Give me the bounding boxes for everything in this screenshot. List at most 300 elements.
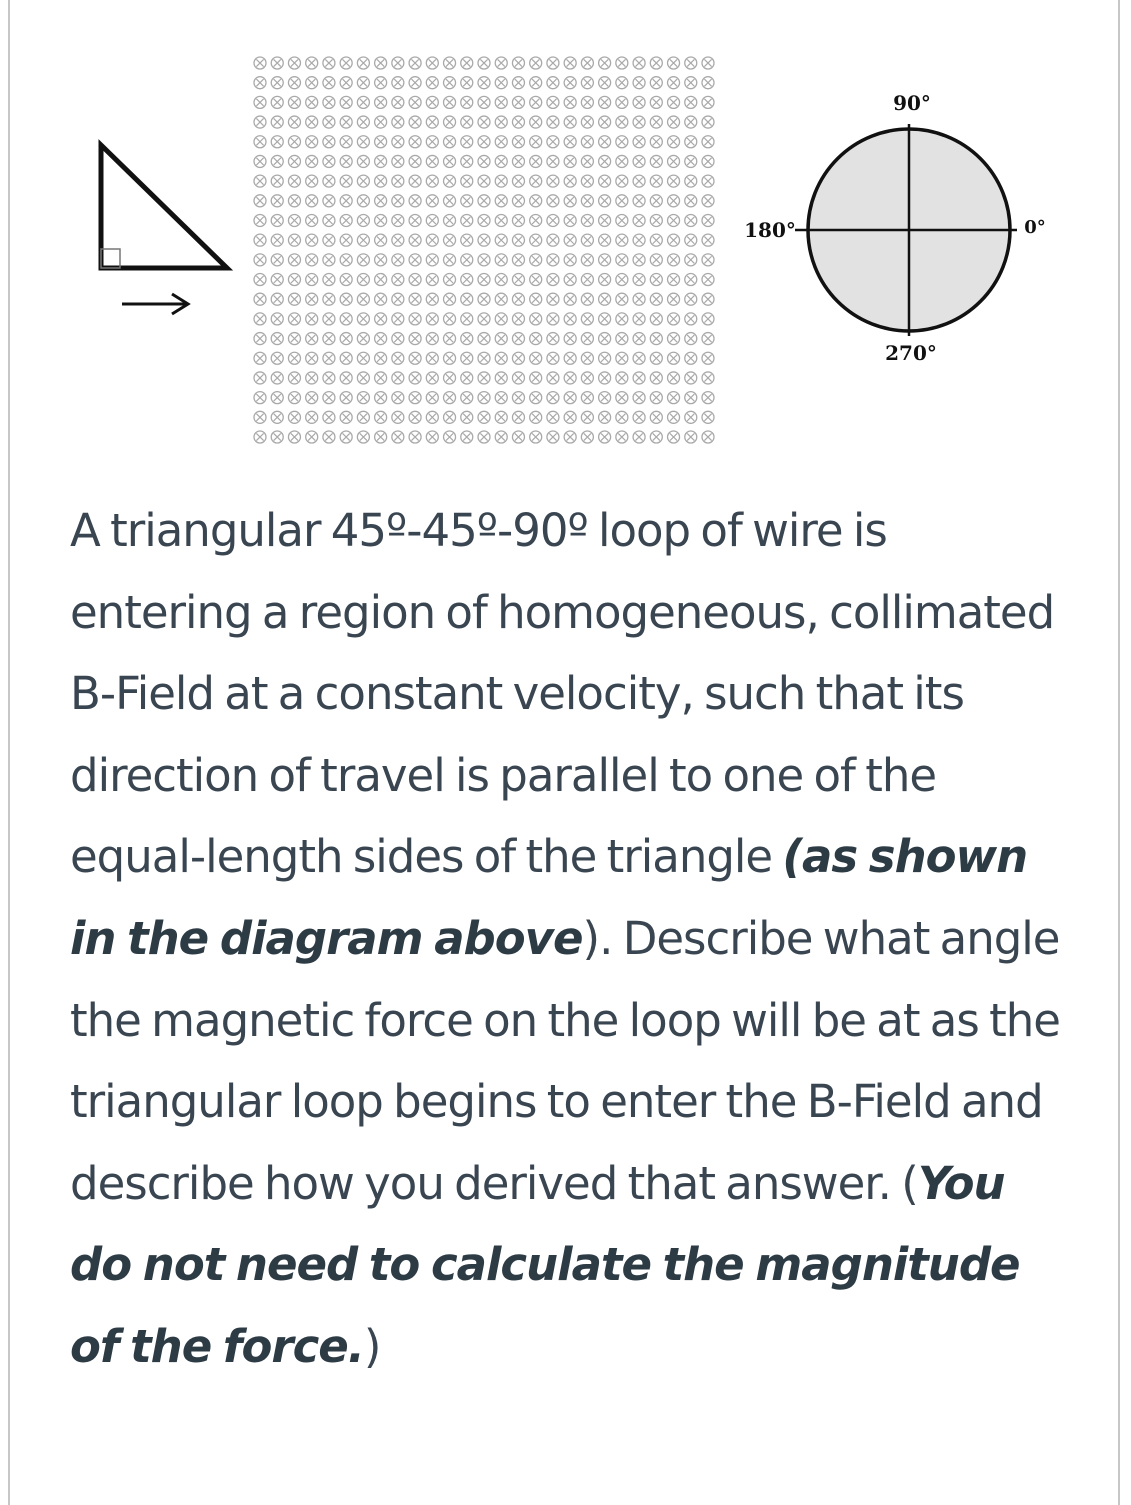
b-field-x-symbol xyxy=(357,96,369,108)
b-field-x-symbol xyxy=(306,431,318,443)
b-field-x-symbol xyxy=(323,333,335,345)
b-field-x-symbol xyxy=(650,274,662,286)
b-field-x-symbol xyxy=(547,175,559,187)
b-field-x-symbol xyxy=(306,274,318,286)
b-field-x-symbol xyxy=(306,214,318,226)
b-field-x-symbol xyxy=(530,333,542,345)
b-field-x-symbol xyxy=(444,293,456,305)
b-field-x-symbol xyxy=(288,155,300,167)
b-field-x-symbol xyxy=(616,136,628,148)
b-field-x-symbol xyxy=(444,195,456,207)
b-field-x-symbol xyxy=(650,392,662,404)
b-field-x-symbol xyxy=(702,392,714,404)
b-field-x-symbol xyxy=(444,313,456,325)
b-field-x-symbol xyxy=(357,116,369,128)
b-field-x-symbol xyxy=(392,352,404,364)
b-field-x-symbol xyxy=(409,313,421,325)
b-field-x-symbol xyxy=(616,274,628,286)
b-field-x-symbol xyxy=(685,116,697,128)
b-field-x-symbol xyxy=(599,234,611,246)
b-field-x-symbol xyxy=(512,293,524,305)
b-field-x-symbol xyxy=(616,214,628,226)
b-field-x-symbol xyxy=(616,116,628,128)
b-field-x-symbol xyxy=(650,431,662,443)
b-field-x-symbol xyxy=(702,333,714,345)
b-field-x-symbol xyxy=(633,136,645,148)
b-field-x-symbol xyxy=(357,274,369,286)
b-field-x-symbol xyxy=(426,175,438,187)
b-field-x-symbol xyxy=(495,214,507,226)
b-field-x-symbol xyxy=(616,175,628,187)
b-field-x-symbol xyxy=(685,274,697,286)
b-field-x-symbol xyxy=(564,175,576,187)
b-field-x-symbol xyxy=(702,155,714,167)
b-field-x-symbol xyxy=(581,372,593,384)
b-field-x-symbol xyxy=(668,392,680,404)
b-field-x-symbol xyxy=(668,372,680,384)
b-field-x-symbol xyxy=(564,136,576,148)
b-field-x-symbol xyxy=(685,431,697,443)
b-field-x-symbol xyxy=(254,431,266,443)
b-field-x-symbol xyxy=(271,195,283,207)
b-field-x-symbol xyxy=(306,392,318,404)
b-field-x-symbol xyxy=(581,96,593,108)
b-field-x-symbol xyxy=(375,431,387,443)
b-field-x-symbol xyxy=(340,77,352,89)
b-field-x-symbol xyxy=(409,274,421,286)
b-field-x-symbol xyxy=(375,214,387,226)
b-field-x-symbol xyxy=(616,333,628,345)
b-field-x-symbol xyxy=(564,411,576,423)
b-field-x-symbol xyxy=(254,392,266,404)
b-field-x-symbol xyxy=(495,96,507,108)
b-field-x-symbol xyxy=(633,195,645,207)
b-field-x-symbol xyxy=(495,155,507,167)
b-field-x-symbol xyxy=(340,234,352,246)
b-field-x-symbol xyxy=(599,431,611,443)
b-field-x-symbol xyxy=(426,155,438,167)
b-field-x-symbol xyxy=(375,116,387,128)
b-field-x-symbol xyxy=(340,57,352,69)
b-field-x-symbol xyxy=(444,77,456,89)
b-field-x-symbol xyxy=(599,293,611,305)
b-field-x-symbol xyxy=(564,234,576,246)
b-field-x-symbol xyxy=(323,57,335,69)
b-field-x-symbol xyxy=(288,116,300,128)
b-field-x-symbol xyxy=(271,431,283,443)
b-field-x-symbol xyxy=(685,195,697,207)
b-field-x-symbol xyxy=(512,352,524,364)
b-field-x-symbol xyxy=(375,77,387,89)
b-field-x-symbol xyxy=(702,195,714,207)
b-field-x-symbol xyxy=(461,274,473,286)
diagram-figure xyxy=(0,0,1131,470)
b-field-region xyxy=(254,57,714,443)
b-field-x-symbol xyxy=(375,313,387,325)
compass-label-top: 90° xyxy=(893,91,931,115)
b-field-x-symbol xyxy=(564,77,576,89)
b-field-x-symbol xyxy=(512,96,524,108)
b-field-x-symbol xyxy=(668,254,680,266)
b-field-x-symbol xyxy=(581,155,593,167)
b-field-x-symbol xyxy=(685,77,697,89)
b-field-x-symbol xyxy=(444,352,456,364)
b-field-x-symbol xyxy=(547,57,559,69)
b-field-x-symbol xyxy=(668,155,680,167)
b-field-x-symbol xyxy=(564,254,576,266)
b-field-x-symbol xyxy=(461,411,473,423)
b-field-x-symbol xyxy=(702,254,714,266)
b-field-x-symbol xyxy=(512,175,524,187)
b-field-x-symbol xyxy=(685,313,697,325)
b-field-x-symbol xyxy=(375,234,387,246)
b-field-x-symbol xyxy=(685,254,697,266)
b-field-x-symbol xyxy=(306,155,318,167)
b-field-x-symbol xyxy=(581,431,593,443)
b-field-x-symbol xyxy=(478,254,490,266)
b-field-x-symbol xyxy=(357,175,369,187)
b-field-x-symbol xyxy=(254,234,266,246)
b-field-x-symbol xyxy=(547,155,559,167)
b-field-x-symbol xyxy=(599,195,611,207)
b-field-x-symbol xyxy=(650,57,662,69)
b-field-x-symbol xyxy=(685,57,697,69)
b-field-x-symbol xyxy=(547,431,559,443)
b-field-x-symbol xyxy=(340,372,352,384)
b-field-x-symbol xyxy=(668,77,680,89)
b-field-x-symbol xyxy=(495,77,507,89)
b-field-x-symbol xyxy=(375,411,387,423)
b-field-x-symbol xyxy=(409,155,421,167)
b-field-x-symbol xyxy=(306,293,318,305)
b-field-x-symbol xyxy=(271,352,283,364)
b-field-x-symbol xyxy=(512,254,524,266)
b-field-x-symbol xyxy=(340,431,352,443)
b-field-x-symbol xyxy=(461,155,473,167)
b-field-x-symbol xyxy=(357,57,369,69)
b-field-x-symbol xyxy=(581,234,593,246)
b-field-x-symbol xyxy=(702,214,714,226)
b-field-x-symbol xyxy=(409,431,421,443)
b-field-x-symbol xyxy=(254,57,266,69)
b-field-x-symbol xyxy=(668,293,680,305)
b-field-x-symbol xyxy=(581,195,593,207)
b-field-x-symbol xyxy=(392,392,404,404)
b-field-x-symbol xyxy=(650,411,662,423)
b-field-x-symbol xyxy=(461,234,473,246)
b-field-x-symbol xyxy=(685,155,697,167)
b-field-x-symbol xyxy=(685,214,697,226)
b-field-x-symbol xyxy=(650,116,662,128)
b-field-x-symbol xyxy=(357,372,369,384)
b-field-x-symbol xyxy=(254,293,266,305)
b-field-x-symbol xyxy=(426,116,438,128)
b-field-x-symbol xyxy=(581,116,593,128)
b-field-x-symbol xyxy=(668,234,680,246)
b-field-x-symbol xyxy=(599,136,611,148)
b-field-x-symbol xyxy=(426,352,438,364)
b-field-x-symbol xyxy=(702,57,714,69)
b-field-x-symbol xyxy=(444,234,456,246)
b-field-x-symbol xyxy=(392,411,404,423)
b-field-x-symbol xyxy=(392,372,404,384)
b-field-x-symbol xyxy=(668,411,680,423)
b-field-x-symbol xyxy=(375,57,387,69)
b-field-x-symbol xyxy=(375,175,387,187)
b-field-x-symbol xyxy=(426,274,438,286)
b-field-x-symbol xyxy=(271,214,283,226)
b-field-x-symbol xyxy=(288,96,300,108)
b-field-x-symbol xyxy=(530,116,542,128)
b-field-x-symbol xyxy=(512,214,524,226)
b-field-x-symbol xyxy=(668,136,680,148)
b-field-x-symbol xyxy=(323,96,335,108)
b-field-x-symbol xyxy=(375,96,387,108)
b-field-x-symbol xyxy=(581,333,593,345)
b-field-x-symbol xyxy=(271,175,283,187)
b-field-x-symbol xyxy=(668,116,680,128)
b-field-x-symbol xyxy=(547,234,559,246)
b-field-x-symbol xyxy=(426,96,438,108)
b-field-x-symbol xyxy=(512,431,524,443)
b-field-x-symbol xyxy=(685,136,697,148)
b-field-x-symbol xyxy=(461,136,473,148)
question-part-2: ). Describe what angle the magnetic force on the loop will be at as the triangular loop begins to enter the B-Field and describe how you derived that answer. ( xyxy=(70,911,1060,1210)
b-field-x-symbol xyxy=(426,293,438,305)
b-field-x-symbol xyxy=(616,372,628,384)
b-field-x-symbol xyxy=(323,372,335,384)
b-field-x-symbol xyxy=(547,116,559,128)
angle-compass xyxy=(744,91,1046,365)
b-field-x-symbol xyxy=(495,313,507,325)
b-field-x-symbol xyxy=(357,431,369,443)
b-field-x-symbol xyxy=(599,155,611,167)
b-field-x-symbol xyxy=(288,352,300,364)
b-field-x-symbol xyxy=(306,195,318,207)
b-field-x-symbol xyxy=(512,333,524,345)
b-field-x-symbol xyxy=(633,175,645,187)
b-field-x-symbol xyxy=(461,57,473,69)
b-field-x-symbol xyxy=(461,175,473,187)
b-field-x-symbol xyxy=(633,352,645,364)
b-field-x-symbol xyxy=(547,313,559,325)
b-field-x-symbol xyxy=(650,214,662,226)
b-field-x-symbol xyxy=(702,116,714,128)
b-field-x-symbol xyxy=(702,372,714,384)
b-field-x-symbol xyxy=(288,333,300,345)
b-field-x-symbol xyxy=(461,214,473,226)
b-field-x-symbol xyxy=(633,77,645,89)
b-field-x-symbol xyxy=(323,392,335,404)
b-field-x-symbol xyxy=(547,96,559,108)
question-text xyxy=(70,490,1070,1388)
b-field-x-symbol xyxy=(357,234,369,246)
b-field-x-symbol xyxy=(616,352,628,364)
b-field-x-symbol xyxy=(392,274,404,286)
b-field-x-symbol xyxy=(340,155,352,167)
b-field-x-symbol xyxy=(409,195,421,207)
b-field-x-symbol xyxy=(409,372,421,384)
b-field-x-symbol xyxy=(599,57,611,69)
b-field-x-symbol xyxy=(512,411,524,423)
b-field-x-symbol xyxy=(685,333,697,345)
b-field-x-symbol xyxy=(444,214,456,226)
b-field-x-symbol xyxy=(616,313,628,325)
b-field-x-symbol xyxy=(340,175,352,187)
b-field-x-symbol xyxy=(288,372,300,384)
b-field-x-symbol xyxy=(633,155,645,167)
b-field-x-symbol xyxy=(271,372,283,384)
b-field-x-symbol xyxy=(357,293,369,305)
b-field-x-symbol xyxy=(668,195,680,207)
b-field-x-symbol xyxy=(271,293,283,305)
b-field-x-symbol xyxy=(357,155,369,167)
b-field-x-symbol xyxy=(616,195,628,207)
b-field-x-symbol xyxy=(254,352,266,364)
b-field-x-symbol xyxy=(444,155,456,167)
b-field-x-symbol xyxy=(271,155,283,167)
b-field-x-symbol xyxy=(530,431,542,443)
b-field-x-symbol xyxy=(392,254,404,266)
b-field-x-symbol xyxy=(564,293,576,305)
b-field-x-symbol xyxy=(685,234,697,246)
b-field-x-symbol xyxy=(323,274,335,286)
b-field-x-symbol xyxy=(547,77,559,89)
b-field-x-symbol xyxy=(547,392,559,404)
b-field-x-symbol xyxy=(547,214,559,226)
b-field-x-symbol xyxy=(409,254,421,266)
b-field-x-symbol xyxy=(271,392,283,404)
b-field-x-symbol xyxy=(668,96,680,108)
b-field-x-symbol xyxy=(599,333,611,345)
b-field-x-symbol xyxy=(426,214,438,226)
b-field-x-symbol xyxy=(340,254,352,266)
b-field-x-symbol xyxy=(702,293,714,305)
b-field-x-symbol xyxy=(633,333,645,345)
b-field-x-symbol xyxy=(564,372,576,384)
question-part-3: ) xyxy=(363,1319,381,1373)
b-field-x-symbol xyxy=(426,333,438,345)
b-field-x-symbol xyxy=(426,431,438,443)
b-field-x-symbol xyxy=(599,77,611,89)
b-field-x-symbol xyxy=(461,392,473,404)
b-field-x-symbol xyxy=(512,57,524,69)
b-field-x-symbol xyxy=(306,234,318,246)
b-field-x-symbol xyxy=(444,57,456,69)
b-field-x-symbol xyxy=(271,313,283,325)
b-field-x-symbol xyxy=(650,352,662,364)
b-field-x-symbol xyxy=(668,214,680,226)
b-field-x-symbol xyxy=(426,195,438,207)
b-field-x-symbol xyxy=(288,57,300,69)
b-field-x-symbol xyxy=(668,333,680,345)
b-field-x-symbol xyxy=(392,96,404,108)
b-field-x-symbol xyxy=(478,352,490,364)
b-field-x-symbol xyxy=(271,136,283,148)
b-field-x-symbol xyxy=(512,116,524,128)
b-field-x-symbol xyxy=(323,116,335,128)
b-field-x-symbol xyxy=(495,136,507,148)
b-field-x-symbol xyxy=(323,293,335,305)
b-field-x-symbol xyxy=(271,77,283,89)
b-field-x-symbol xyxy=(254,254,266,266)
b-field-x-symbol xyxy=(495,274,507,286)
b-field-x-symbol xyxy=(444,333,456,345)
b-field-x-symbol xyxy=(599,214,611,226)
b-field-x-symbol xyxy=(254,372,266,384)
b-field-x-symbol xyxy=(306,313,318,325)
b-field-x-symbol xyxy=(306,352,318,364)
b-field-x-symbol xyxy=(478,313,490,325)
b-field-x-symbol xyxy=(685,352,697,364)
b-field-x-symbol xyxy=(478,57,490,69)
b-field-x-symbol xyxy=(271,333,283,345)
b-field-x-symbol xyxy=(650,313,662,325)
b-field-x-symbol xyxy=(650,96,662,108)
b-field-x-symbol xyxy=(426,77,438,89)
b-field-x-symbol xyxy=(633,214,645,226)
b-field-x-symbol xyxy=(478,234,490,246)
b-field-x-symbol xyxy=(547,411,559,423)
b-field-x-symbol xyxy=(702,411,714,423)
b-field-x-symbol xyxy=(530,77,542,89)
b-field-x-symbol xyxy=(288,175,300,187)
b-field-x-symbol xyxy=(426,313,438,325)
b-field-x-symbol xyxy=(547,274,559,286)
b-field-x-symbol xyxy=(668,352,680,364)
b-field-x-symbol xyxy=(340,313,352,325)
b-field-x-symbol xyxy=(323,234,335,246)
b-field-x-symbol xyxy=(599,254,611,266)
b-field-x-symbol xyxy=(271,274,283,286)
b-field-x-symbol xyxy=(340,96,352,108)
b-field-x-symbol xyxy=(323,431,335,443)
b-field-x-symbol xyxy=(478,96,490,108)
b-field-x-symbol xyxy=(512,313,524,325)
b-field-x-symbol xyxy=(461,352,473,364)
b-field-x-symbol xyxy=(409,136,421,148)
b-field-x-symbol xyxy=(530,136,542,148)
b-field-x-symbol xyxy=(512,234,524,246)
b-field-x-symbol xyxy=(547,293,559,305)
b-field-x-symbol xyxy=(306,77,318,89)
b-field-x-symbol xyxy=(357,352,369,364)
b-field-x-symbol xyxy=(495,411,507,423)
b-field-x-symbol xyxy=(547,372,559,384)
b-field-x-symbol xyxy=(547,333,559,345)
b-field-x-symbol xyxy=(650,175,662,187)
b-field-x-symbol xyxy=(254,195,266,207)
b-field-x-symbol xyxy=(495,392,507,404)
b-field-x-symbol xyxy=(581,352,593,364)
b-field-x-symbol xyxy=(633,234,645,246)
b-field-x-symbol xyxy=(616,234,628,246)
b-field-x-symbol xyxy=(461,372,473,384)
b-field-x-symbol xyxy=(392,175,404,187)
b-field-x-symbol xyxy=(357,313,369,325)
b-field-x-symbol xyxy=(668,274,680,286)
b-field-x-symbol xyxy=(616,57,628,69)
b-field-x-symbol xyxy=(547,254,559,266)
compass-label-left: 180° xyxy=(744,218,796,242)
velocity-arrow-icon xyxy=(122,294,188,314)
compass-label-right: 0° xyxy=(1024,217,1046,238)
b-field-x-symbol xyxy=(254,155,266,167)
b-field-x-symbol xyxy=(512,372,524,384)
b-field-x-symbol xyxy=(633,293,645,305)
b-field-x-symbol xyxy=(599,392,611,404)
b-field-x-symbol xyxy=(478,411,490,423)
